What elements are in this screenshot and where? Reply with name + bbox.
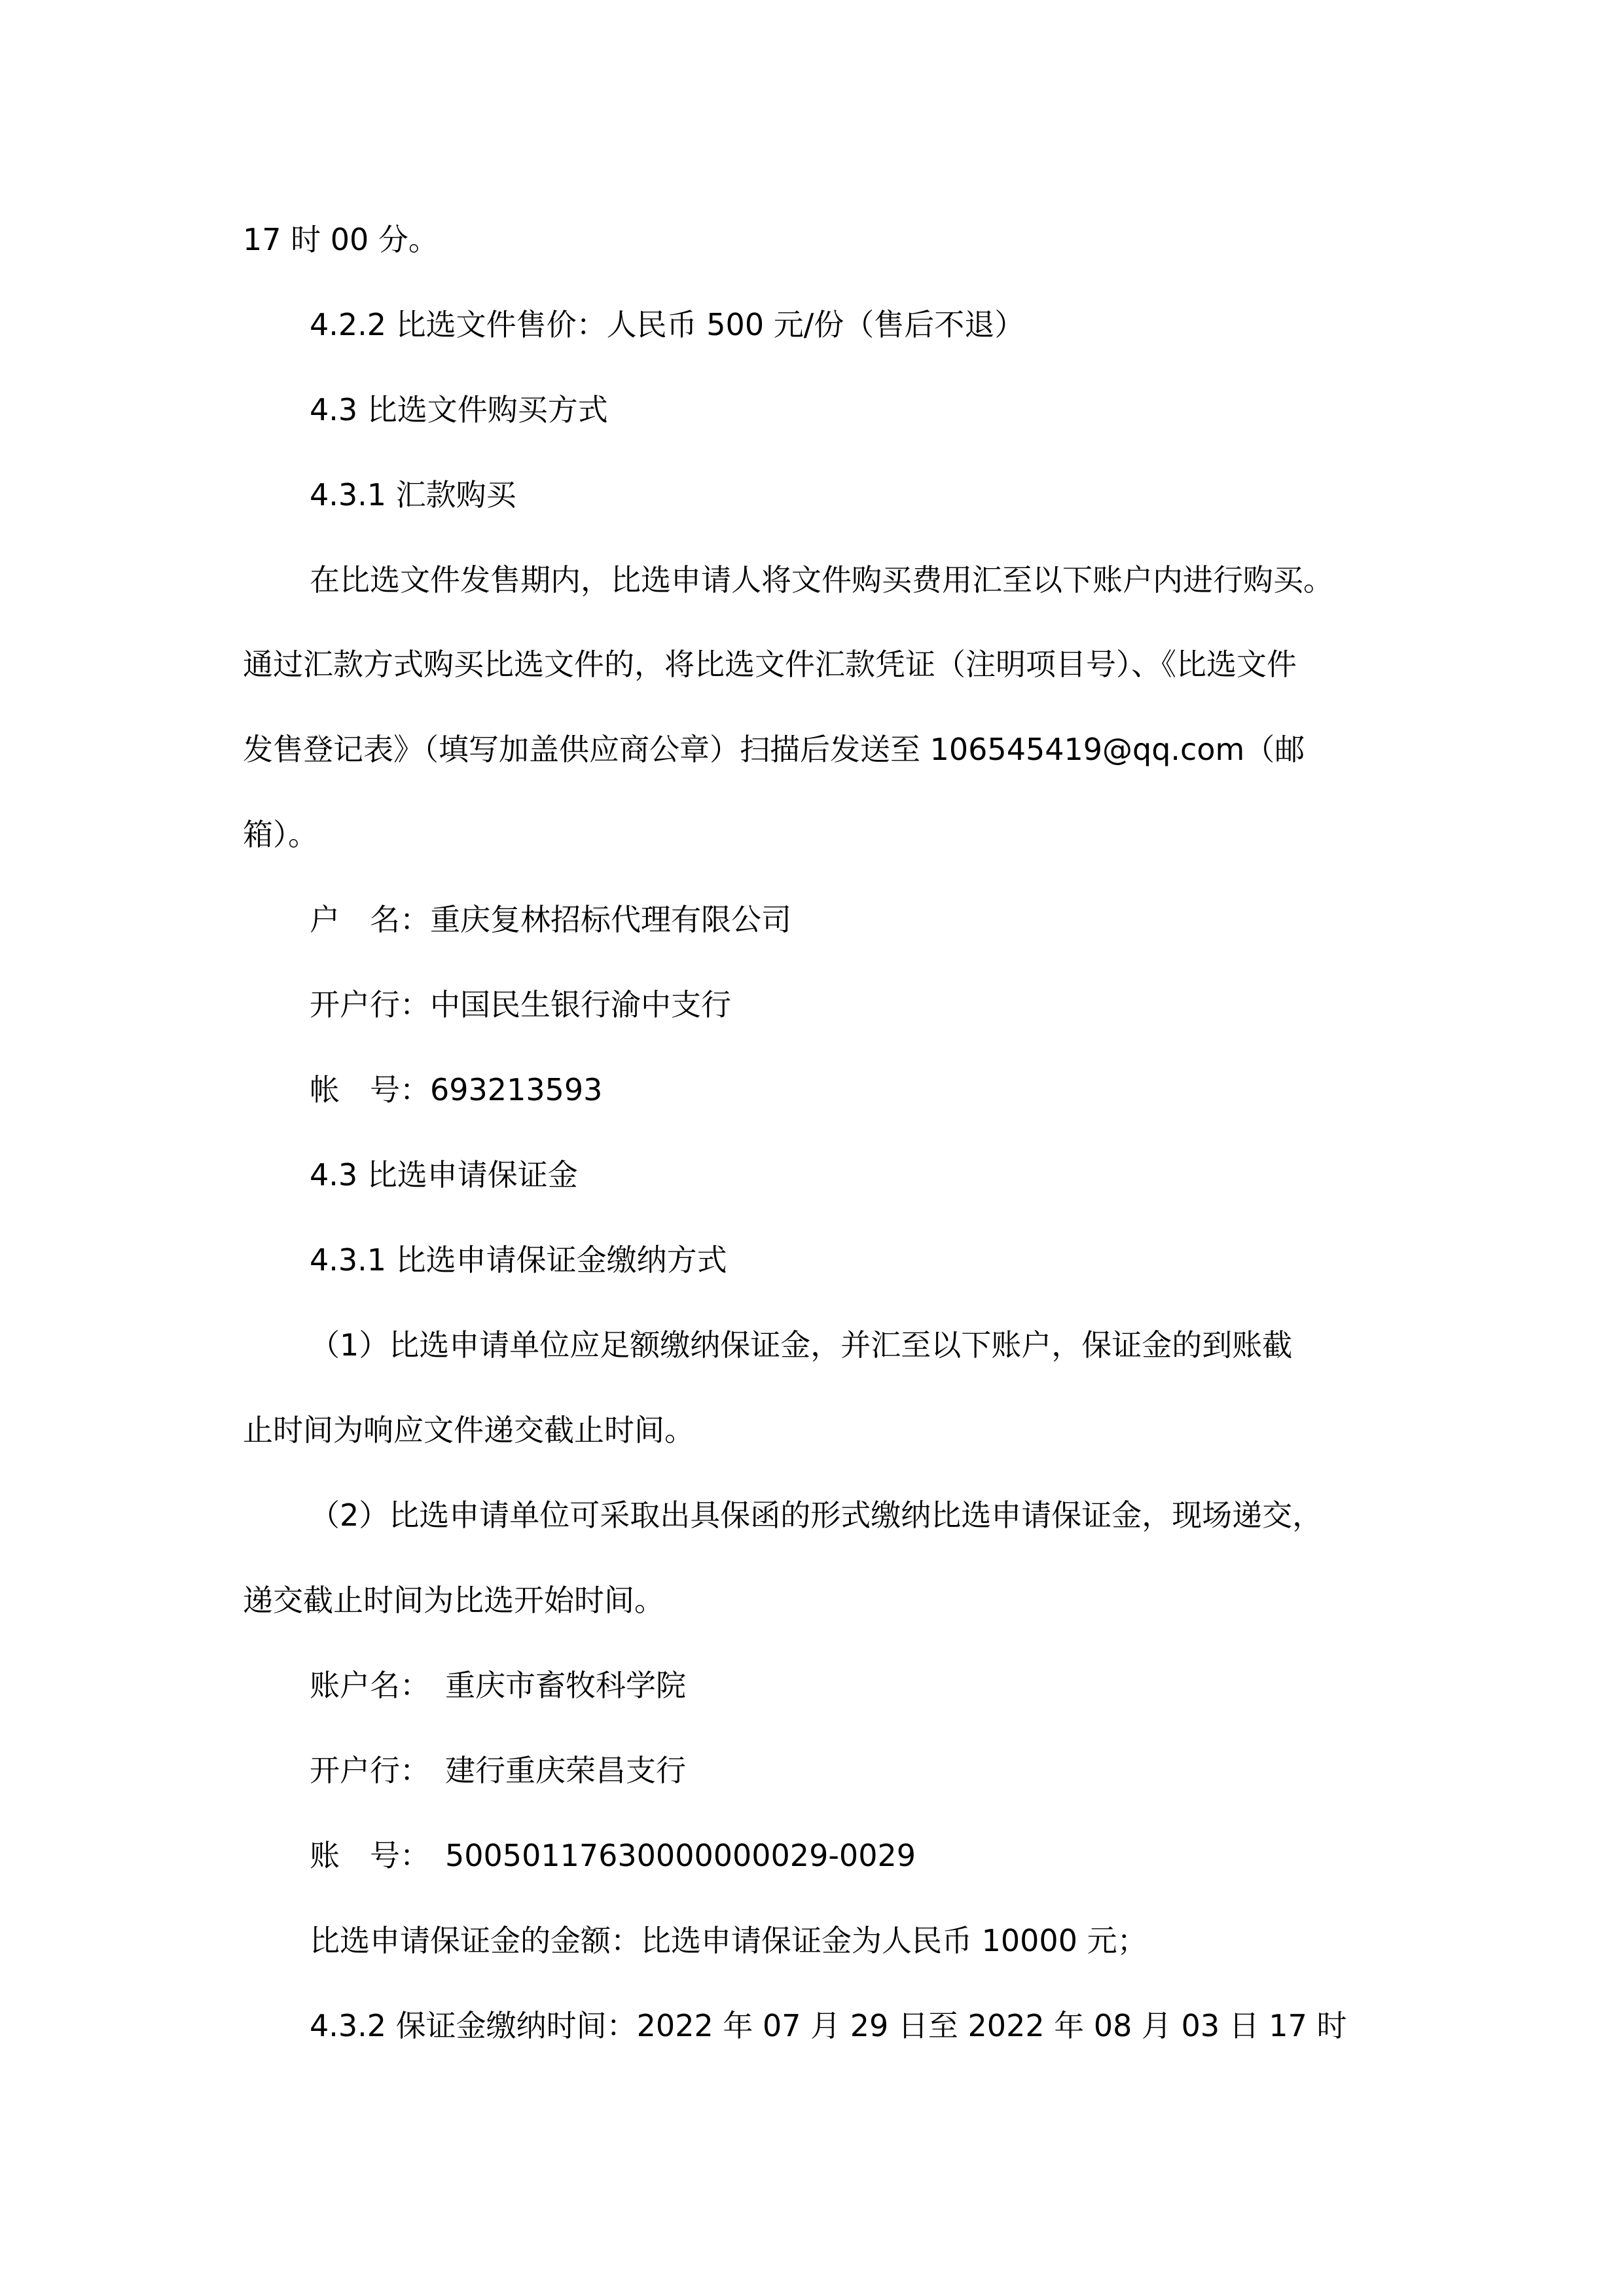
deposit-item-1-line-1: （1）比选申请单位应足额缴纳保证金，并汇至以下账户，保证金的到账截 <box>310 1327 1293 1363</box>
deposit-account-name-line: 账户名： 重庆市畜牧科学院 <box>310 1668 686 1703</box>
bank-line: 开户行：中国民生银行渝中支行 <box>310 987 731 1022</box>
deposit-item-2-line-2: 递交截止时间为比选开始时间。 <box>243 1583 664 1618</box>
subsection-heading-remittance: 4.3.1 汇款购买 <box>310 477 516 512</box>
account-number-line: 帐 号：693213593 <box>310 1072 603 1107</box>
account-name-line: 户 名：重庆复林招标代理有限公司 <box>310 902 791 937</box>
deposit-account-number-line: 账 号： 50050117630000000029-0029 <box>310 1838 916 1873</box>
section-heading-deposit: 4.3 比选申请保证金 <box>310 1157 578 1193</box>
text-line-price: 4.2.2 比选文件售价：人民币 500 元/份（售后不退） <box>310 307 1025 342</box>
deposit-item-1-line-2: 止时间为响应文件递交截止时间。 <box>243 1412 695 1448</box>
paragraph-remittance-line-3: 发售登记表》（填写加盖供应商公章）扫描后发送至 106545419@qq.com（邮 <box>243 732 1305 767</box>
deposit-item-2-line-1: （2）比选申请单位可采取出具保函的形式缴纳比选申请保证金，现场递交， <box>310 1498 1323 1533</box>
text-line-time-end: 17 时 00 分。 <box>243 222 439 257</box>
deposit-bank-line: 开户行： 建行重庆荣昌支行 <box>310 1753 686 1788</box>
paragraph-remittance-line-1: 在比选文件发售期内，比选申请人将文件购买费用汇至以下账户内进行购买。 <box>310 562 1333 598</box>
section-heading-purchase-method: 4.3 比选文件购买方式 <box>310 392 608 427</box>
paragraph-remittance-line-4: 箱）。 <box>243 817 318 852</box>
deposit-amount-line: 比选申请保证金的金额：比选申请保证金为人民币 10000 元； <box>310 1923 1147 1958</box>
subsection-heading-deposit-method: 4.3.1 比选申请保证金缴纳方式 <box>310 1242 727 1278</box>
deposit-time-line: 4.3.2 保证金缴纳时间：2022 年 07 月 29 日至 2022 年 08 月 03 日 17 时 <box>310 2008 1347 2043</box>
paragraph-remittance-line-2: 通过汇款方式购买比选文件的，将比选文件汇款凭证（注明项目号）、《比选文件 <box>243 647 1297 682</box>
